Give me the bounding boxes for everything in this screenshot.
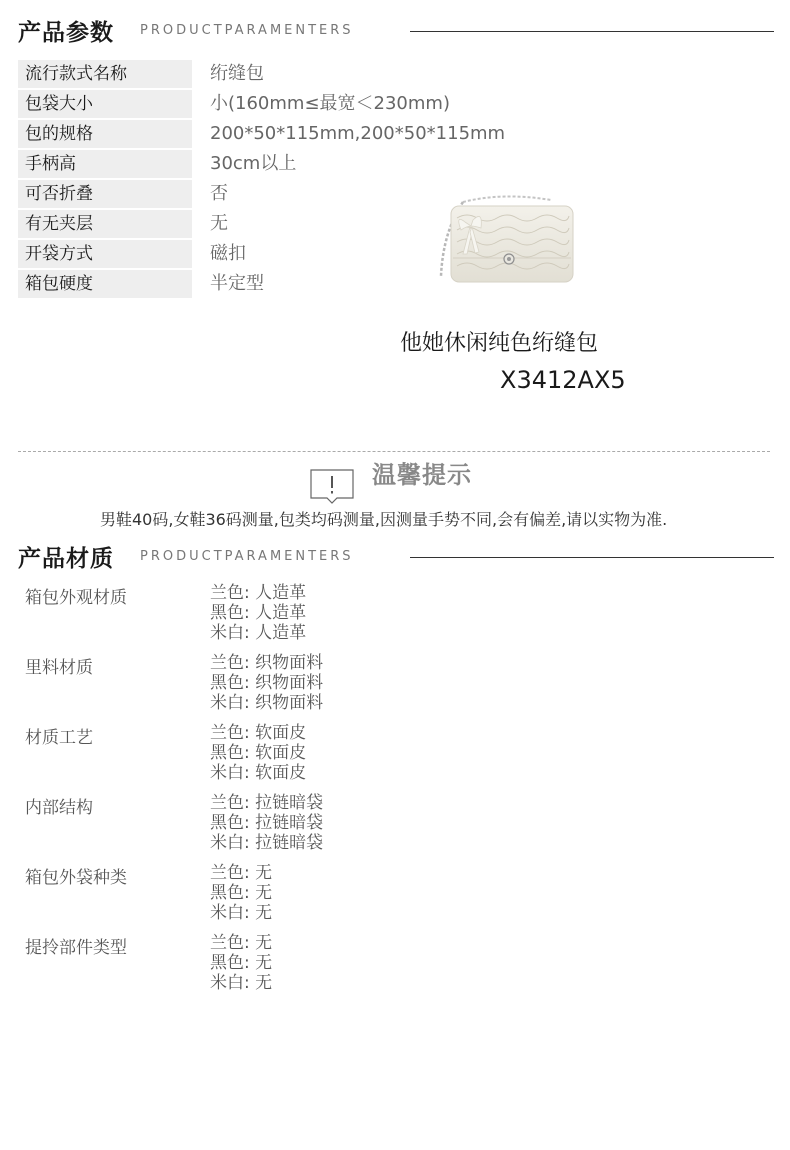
section-title: 产品参数 xyxy=(18,20,114,46)
param-label: 包的规格 xyxy=(18,120,192,148)
param-label: 开袋方式 xyxy=(18,240,192,268)
material-value: 兰色: 织物面料 xyxy=(210,653,324,673)
product-image xyxy=(433,192,583,286)
dashed-divider xyxy=(18,451,770,452)
param-value: 半定型 xyxy=(210,273,264,294)
param-label: 有无夹层 xyxy=(18,210,192,238)
param-value: 30cm以上 xyxy=(210,153,297,174)
section-subtitle: PRODUCTPARAMENTERS xyxy=(140,549,354,564)
material-values xyxy=(210,583,306,643)
product-name: 他她休闲纯色绗缝包 xyxy=(400,331,599,356)
param-value: 绗缝包 xyxy=(210,63,264,84)
material-value: 米白: 拉链暗袋 xyxy=(210,833,324,853)
material-label: 里料材质 xyxy=(25,658,93,678)
param-label: 包袋大小 xyxy=(18,90,192,118)
product-code: X3412AX5 xyxy=(500,366,626,394)
material-value: 米白: 织物面料 xyxy=(210,693,324,713)
tip-title: 温馨提示 xyxy=(372,461,472,489)
material-values xyxy=(210,723,306,783)
section-title: 产品材质 xyxy=(18,546,114,572)
material-value: 黑色: 拉链暗袋 xyxy=(210,813,324,833)
param-value: 小(160mm≤最宽＜230mm) xyxy=(210,93,450,114)
section-subtitle: PRODUCTPARAMENTERS xyxy=(140,23,354,38)
section-header-materials xyxy=(0,536,790,576)
material-value: 米白: 无 xyxy=(210,903,273,923)
material-value: 米白: 软面皮 xyxy=(210,763,307,783)
section-header-params xyxy=(0,10,790,50)
material-label: 箱包外观材质 xyxy=(25,588,127,608)
material-value: 米白: 人造革 xyxy=(210,623,307,643)
material-value: 黑色: 软面皮 xyxy=(210,743,307,763)
param-label: 箱包硬度 xyxy=(18,270,192,298)
material-values xyxy=(210,863,272,923)
tip-text: 男鞋40码,女鞋36码测量,包类均码测量,因测量手势不同,会有偏差,请以实物为准. xyxy=(100,510,668,529)
material-values xyxy=(210,793,323,853)
param-label: 手柄高 xyxy=(18,150,192,178)
material-value: 兰色: 拉链暗袋 xyxy=(210,793,324,813)
material-value: 黑色: 人造革 xyxy=(210,603,307,623)
param-label: 流行款式名称 xyxy=(18,60,192,88)
param-value: 200*50*115mm,200*50*115mm xyxy=(210,123,506,144)
material-value: 黑色: 无 xyxy=(210,953,273,973)
param-value: 磁扣 xyxy=(210,243,246,264)
material-value: 兰色: 无 xyxy=(210,933,273,953)
param-value: 否 xyxy=(210,183,228,204)
material-values xyxy=(210,653,323,713)
material-label: 箱包外袋种类 xyxy=(25,868,127,888)
material-value: 兰色: 人造革 xyxy=(210,583,307,603)
material-value: 黑色: 无 xyxy=(210,883,273,903)
material-value: 黑色: 织物面料 xyxy=(210,673,324,693)
section-divider xyxy=(410,557,774,558)
exclamation-speech-bubble-icon xyxy=(310,469,354,505)
param-value: 无 xyxy=(210,213,228,234)
material-values xyxy=(210,933,272,993)
material-value: 兰色: 无 xyxy=(210,863,273,883)
section-divider xyxy=(410,31,774,32)
material-label: 材质工艺 xyxy=(25,728,93,748)
material-label: 内部结构 xyxy=(25,798,93,818)
material-value: 米白: 无 xyxy=(210,973,273,993)
material-value: 兰色: 软面皮 xyxy=(210,723,307,743)
param-label: 可否折叠 xyxy=(18,180,192,208)
material-label: 提拎部件类型 xyxy=(25,938,127,958)
